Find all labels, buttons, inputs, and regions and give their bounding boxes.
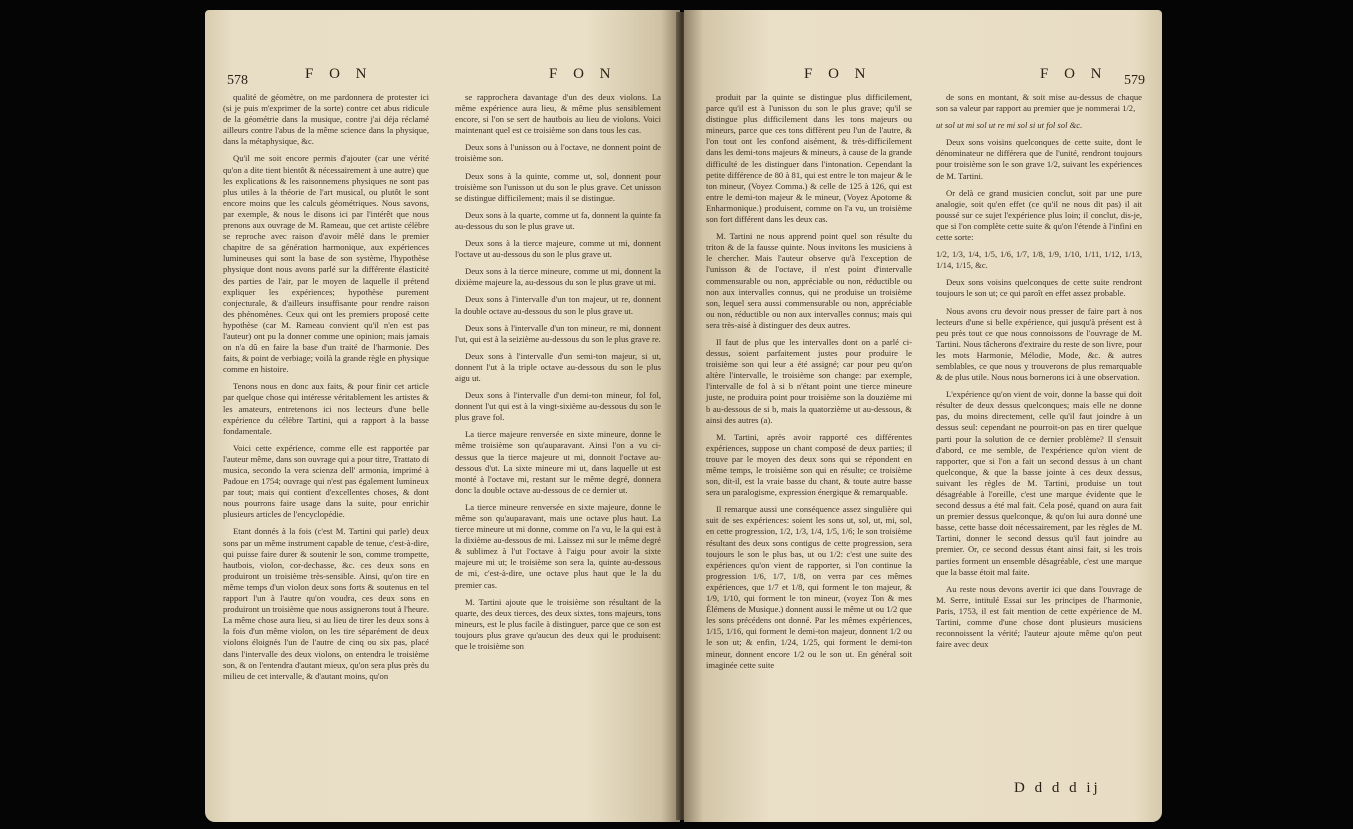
paragraph: Qu'il me soit encore permis d'ajouter (car une vérité qu'on a dite tient bientôt & nécessairement à une autre) que les explications & les raisonnemens physiques ne sont pas plus utiles à la théorie de l'art musical, ou plutôt le sont encore moins que les calculs géométriques. Nous savons, par exemple, & nous le disons ici par l'intérêt que nous prenons aux ouvrage de M. Rameau, que cet artiste célèbre se reproche avec raison d'avoir mêlé dans le premier chapitre de sa génération harmonique, aux expériences lumineuses qui sont la base de son système, l'hypothèse physique dont nous avons parlé sur la différente élasticité des parties de l'air, par le moyen de laquelle il prétend expliquer les expériences; hypothèse purement conjecturale, & d'ailleurs insuffisante pour rendre raison des phénomènes. Ceux qui ont les premiers proposé cette hypothèse (car M. Rameau convient qu'il n'en est pas l'auteur) ont pu la donner comme une opinion; mais jamais on n'a dû en faire la base d'un traité de l'harmonie. Des faits, & point de verbiage; voilà la grande règle en physique comme en histoire. <box>223 153 429 375</box>
right-page-column-2 <box>936 92 1142 656</box>
paragraph: de sons en montant, & soit mise au-dessus de chaque son sa valeur par rapport au premier que je nommerai 1/2, <box>936 92 1142 114</box>
paragraph: Deux sons voisins quelconques de cette suite rendront toujours le son ut; ce qui paroît en effet assez probable. <box>936 277 1142 299</box>
paragraph: Deux sons à la tierce majeure, comme ut mi, donnent l'octave ut au-dessous du son le plus grave ut. <box>455 238 661 260</box>
paragraph: Tenons nous en donc aux faits, & pour finir cet article par quelque chose qui intéresse véritablement les artistes & les amateurs, entretenons ici nos lecteurs d'une belle expérience du célèbre Tartini, qui a rapport à la basse fondamentale. <box>223 381 429 436</box>
paragraph: Deux sons à l'unisson ou à l'octave, ne donnent point de troisième son. <box>455 142 661 164</box>
running-head-right-1: F O N <box>804 66 872 82</box>
paragraph: Deux sons à la tierce mineure, comme ut mi, donnent la dixième majeure la, au-dessous du son le plus grave ut mi. <box>455 266 661 288</box>
paragraph: M. Tartini ne nous apprend point quel son résulte du triton & de la fausse quinte. Nous invitons les musiciens à le chercher. Mais l'auteur observe qu'à l'exception de l'unisson & de l'octave, il n'est point d'intervalle commensurable ou non, appréciable ou non, réductible ou non aux intervalles connus, qui ne produise un troisième son, lequel sera aussi commensurable ou non, appréciable ou non, réductible ou non aux intervalles connus; mais qui sera très-aisé à distinguer des deux autres. <box>706 231 912 330</box>
paragraph: Voici cette expérience, comme elle est rapportée par l'auteur même, dans son ouvrage qui a pour titre, Trattato di musica, secondo la vera scienza dell' armonia, imprimé à Padoue en 1754; ouvrage qui n'est pas également lumineux par tout; mais qui contient d'excellentes choses, & dont nous pourrons faire usage dans la suite, pour enrichir plusieurs articles de l'encyclopédie. <box>223 442 429 520</box>
left-page-column-2 <box>455 92 661 658</box>
paragraph: qualité de géomètre, on me pardonnera de protester ici (si je puis m'exprimer de la sorte) contre cet abus ridicule de la géométrie dans la musique, contre j'ai déja réclamé ailleurs contre l'abus de la même science dans la physique, dans la métaphysique, &c. <box>223 92 429 147</box>
running-head-right-2: F O N <box>1040 66 1108 82</box>
right-page-column-1 <box>706 92 912 677</box>
signature-mark: D d d d ij <box>1014 780 1101 796</box>
paragraph: Deux sons à l'intervalle d'un semi-ton majeur, si ut, donnent l'ut à la triple octave au-dessous du son le plus aigu ut. <box>455 350 661 383</box>
paragraph: produit par la quinte se distingue plus difficilement, parce qu'il est à l'unisson du son le plus grave; qu'il se distingue plus difficilement dans les tons majeurs ou mineurs, parce que ces tons diffèrent peu l'un de l'autre, & l'on tout ont les confond aisément, & très-difficilement dans les demi-tons majeurs & mineurs, à cause de la grande difficulté de les distinguer dans l'intonation. Cependant la petite différence de 80 à 81, qui est entre le ton majeur & le ton mineur, (Voyez Comma.) & celle de 125 à 126, qui est entre le demi-ton majeur & le mineur, (Voyez Apotome & Enharmonique.) produisent, comme on l'a vu, un troisième son fort différent dans les deux cas. <box>706 92 912 225</box>
paragraph: Or delà ce grand musicien conclut, soit par une pure analogie, soit qu'en effet (ce qu'il ne nous dit pas) il ait poussé sur ce sujet l'expérience plus loin; il conclut, dis-je, que si l'on complète cette suite & qu'on l'étende à l'infini en cette sorte: <box>936 187 1142 243</box>
paragraph: Deux sons à la quinte, comme ut, sol, donnent pour troisième son l'unisson ut du son le plus grave. Cet unisson se distingue difficilement; mais il se distingue. <box>455 170 661 203</box>
right-page <box>684 10 1162 822</box>
paragraph: Au reste nous devons avertir ici que dans l'ouvrage de M. Serre, intitulé Essai sur les principes de l'harmonie, Paris, 1753, il est fait mention de cette expérience de M. Tartini, comme d'une chose dont plusieurs musiciens reconnoissent la vérité; l'auteur ajoute même qu'on peut faire avec deux <box>936 583 1142 650</box>
paragraph: Il remarque aussi une conséquence assez singulière qui suit de ses expériences: soient les sons ut, sol, ut, mi, sol, en cette progression, 1/2, 1/3, 1/4, 1/5, 1/6; le son troisième résultant des deux sons contigus de cette progression, sera toujours le son le plus bas, ut ou 1/2: c'est une suite des expériences qu'on vient de rapporter, si l'on continue la progression 1/6, 1/7, 1/8, on verra par ces mêmes expériences, que 1/7 et 1/8, qui forment le ton majeur, & 1/9, 1/10, qui forment le ton mineur, (voyez Ton & mes Élémens de Musique.) donnent aussi le même ut ou 1/2 que les sons précédens ont donné. Par les mêmes expériences, 1/15, 1/16, qui forment le demi-ton majeur, donnent 1/2 ou le son ut; & enfin, 1/24, 1/25, qui forment le demi-ton mineur, donnent encore 1/2 ou le son ut. En général soit imaginée cette suite <box>706 504 912 670</box>
paragraph: Deux sons à l'intervalle d'un ton mineur, re mi, donnent l'ut, qui est à la seizième au-dessous du son le plus grave re. <box>455 322 661 344</box>
paragraph: Etant donnés à la fois (c'est M. Tartini qui parle) deux sons par un même instrument capable de tenue, c'est-à-dire, qui puisse faire durer & soutenir le son, comme trompette, hautbois, violon, cor-dechasse, &c. ces deux sons en produiront un troisième très-sensible. Ainsi, qu'on tire en même temps d'un violon deux sons forts & soutenus en tel rapport l'un à l'autre qu'on voudra, ces deux sons en produiront un troisième que nous assignerons tout à l'heure. La même chose aura lieu, si au lieu de tirer les deux sons à la fois d'un même violon, on les tire séparément de deux violons éloignés l'un de l'autre de cinq ou six pas, placé dans l'intervalle des deux violons, on entendra le troisième son, & on l'entendra d'autant mieux, qu'on sera plus près du milieu de cet intervalle, & d'autant moins, qu'on <box>223 526 429 681</box>
paragraph: Deux sons à l'intervalle d'un demi-ton mineur, fol fol, donnent l'ut qui est à la vingt-sixième au-dessous du son le plus grave fol. <box>455 390 661 423</box>
running-head-left-1: F O N <box>305 66 373 82</box>
paragraph: M. Tartini, après avoir rapporté ces différentes expériences, suppose un chant composé de deux parties; il trouve par le moyen des deux sons qui se répondent en même temps, le troisième son qui en résulte; ce troisième son, dit-il, est la vraie basse du chant, & toute autre basse sera un paralogisme, expression énergique & remarquable. <box>706 431 912 498</box>
left-page <box>205 10 680 822</box>
page-number-right: 579 <box>1124 73 1145 88</box>
paragraph: M. Tartini ajoute que le troisième son résultant de la quarte, des deux tierces, des deux sixtes, tons majeurs, tons mineurs, est le plus facile à distinguer, parce que ce son est toujours plus grave qu'aucun des deux qui le produisent: que le troisième son <box>455 596 661 652</box>
paragraph: La tierce mineure renversée en sixte majeure, donne le même son qu'auparavant, mais une octave plus haut. La tierce mineure ut mi donne, comme on l'a vu, le la qui est à la dixième au-dessous de mi. Laissez mi sur le même degré & sublimez à l'ut l'octave à l'aigu pour avoir la sixte majeure mi ut; le troisième son sera la, quinte au-dessous de mi, c'est-à-dire, une octave plus haut que le la du premier cas. <box>455 501 661 590</box>
paragraph: L'expérience qu'on vient de voir, donne la basse qui doit résulter de deux dessus quelconques; mais elle ne donne pas, du moins directement, celle qu'il faut joindre à un dessus seul: cependant ne pourroit-on pas en tirer quelque parti pour la solution de ce dernier problème? Il s'ensuit d'abord, ce me semble, de l'expérience qu'on vient de rapporter, que si l'on a fait un second dessus à un chant quelconque, & que la basse jointe à ces deux dessus, suivant les règles de M. Tartini, produise un tout désagréable à l'oreille, c'est une marque évidente que le second dessus a été mal fait. Cela posé, quand on aura fait un premier dessus quelconque, & qu'on lui aura donné une basse, cette basse doit nécessairement, par les règles de M. Tartini, donner le second dessus qu'il faut joindre au premier. Or, ce second dessus étant ainsi fait, si les trois parties forment un ensemble désagréable, c'est une marque que la basse étoit mal faite. <box>936 389 1142 577</box>
paragraph: ut sol ut mi sol ut re mi sol si ut fol sol &c. <box>936 120 1083 131</box>
paragraph: Deux sons à l'intervalle d'un ton majeur, ut re, donnent la double octave au-dessous du son le plus grave ut. <box>455 294 661 316</box>
running-head-left-2: F O N <box>549 66 617 82</box>
page-number-left: 578 <box>227 73 248 88</box>
paragraph: 1/2, 1/3, 1/4, 1/5, 1/6, 1/7, 1/8, 1/9, 1/10, 1/11, 1/12, 1/13, 1/14, 1/15, &c. <box>936 249 1142 271</box>
paragraph: Deux sons voisins quelconques de cette suite, dont le dénominateur ne différera que de l'unité, rendront toujours pour troisième son le son grave 1/2, suivant les expériences de M. Tartini. <box>936 137 1142 181</box>
paragraph: Nous avons cru devoir nous presser de faire part à nos lecteurs d'une si belle expérience, qui jusqu'à présent est à peu près tout ce que nous connoissons de l'ouvrage de M. Tartini. Nous tâcherons d'extraire du reste de son livre, pour les mots Harmonie, Mélodie, Mode, &c. & autres semblables, ce que nous y trouverons de plus remarquable & de plus utile. Nous nous bornerons ici à une observation. <box>936 305 1142 383</box>
paragraph: La tierce majeure renversée en sixte mineure, donne le même troisième son qu'auparavant. Ainsi l'on a vu ci-dessus que la tierce majeure ut mi, donnoit l'octave au-dessous d'ut. La sixte mineure mi ut, dans laquelle ut est monté à l'octave mi, restant sur le même degré, donnera donc la double octave au-dessous de ce dernier ut. <box>455 429 661 495</box>
paragraph: se rapprochera davantage d'un des deux violons. La même expérience aura lieu, & même plus sensiblement encore, si l'on se sert de hautbois au lieu de violons. Voici maintenant quel est ce troisième son dans tous les cas. <box>455 92 661 136</box>
paragraph: Deux sons à la quarte, comme ut fa, donnent la quinte fa au-dessous du son le plus grave ut. <box>455 209 661 231</box>
paragraph: Il faut de plus que les intervalles dont on a parlé ci-dessus, soient parfaitement justes pour produire le troisième son qui leur a été assigné; car pour peu qu'on altère l'intervalle, le troisième son change: par exemple, l'intervalle de fol à si b n'étant point une tierce mineure juste, ne produira point pour troisième son la douzième mi b au-dessous de si b, mais la quatorzième ut au-dessous, & ainsi des autres (a). <box>706 336 912 425</box>
left-page-column-1 <box>223 92 429 688</box>
